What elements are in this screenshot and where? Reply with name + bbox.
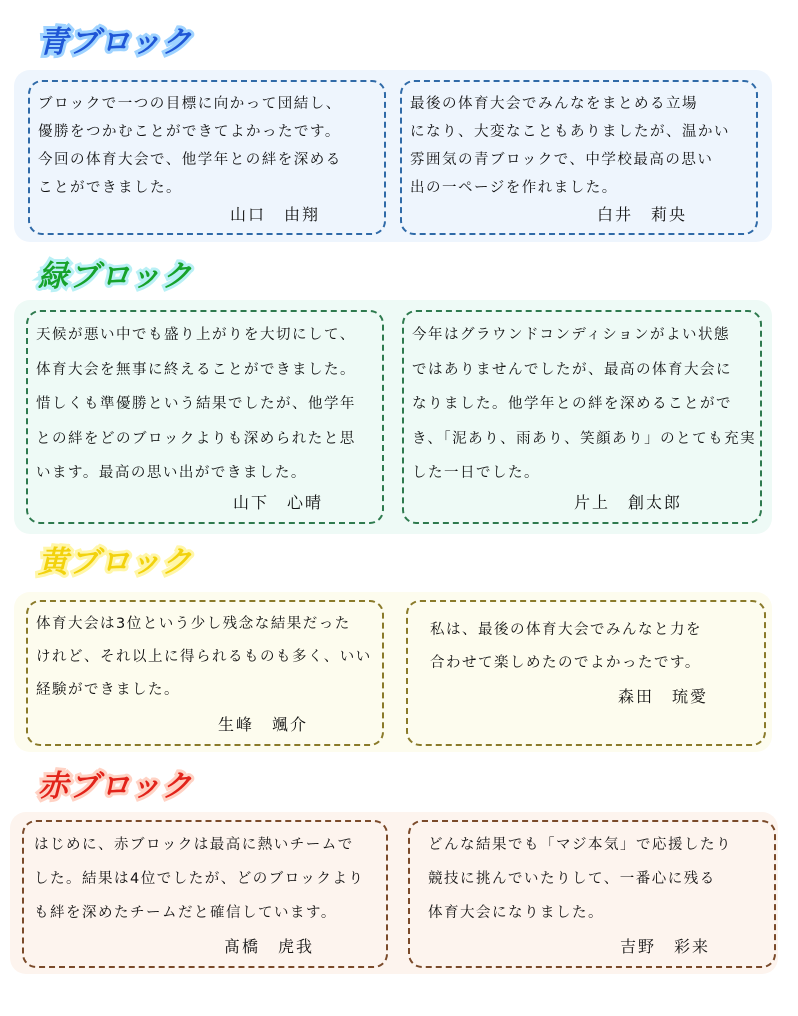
- red-block-heading: 赤ブロック: [38, 769, 193, 804]
- card-message: [38, 90, 378, 202]
- message-line: 今年はグラウンドコンディションがよい状態: [412, 327, 730, 343]
- card-message: [428, 828, 768, 930]
- message-line: ではありませんでしたが、最高の体育大会に: [412, 361, 732, 378]
- message-line: き、「泥あり、雨あり、笑顔あり」のとても充実: [412, 430, 757, 447]
- message-line: なりました。他学年との絆を深めることがで: [412, 396, 732, 412]
- message-line: 体育大会は3位という少し残念な結果だった: [36, 616, 351, 632]
- message-line: 惜しくも準優勝という結果でしたが、他学年: [36, 396, 356, 412]
- message-line: ことができました。: [38, 180, 182, 196]
- message-line: います。最高の思い出ができました。: [36, 465, 307, 481]
- blue-card-shirai: [400, 80, 758, 235]
- message-line: 今回の体育大会で、他学年との絆を深める: [38, 152, 342, 168]
- author-name: 白井 莉央: [597, 205, 688, 224]
- card-message: [412, 318, 757, 491]
- message-line: 体育大会になりました。: [428, 905, 604, 921]
- message-line: 競技に挑んでいたりして、一番心に残る: [428, 871, 716, 887]
- blue-block-heading: 青ブロック: [38, 25, 193, 60]
- message-line: 優勝をつかむことができてよかったです。: [38, 124, 341, 140]
- message-line: した。結果は4位でしたが、どのブロックより: [34, 871, 365, 887]
- message-line: も絆を深めたチームだと確信しています。: [34, 905, 337, 921]
- card-message: [36, 608, 376, 707]
- message-line: 最後の体育大会でみんなをまとめる立場: [410, 96, 698, 112]
- card-message: [430, 614, 758, 680]
- message-line: 天候が悪い中でも盛り上がりを大切にして、: [36, 327, 356, 343]
- green-card-katagami: [402, 310, 762, 524]
- message-line: との絆をどのブロックよりも深められたと思: [36, 430, 356, 447]
- green-block-heading: 緑ブロック: [38, 259, 193, 294]
- message-line: した一日でした。: [412, 465, 540, 481]
- author-name: 山下 心晴: [233, 493, 324, 512]
- author-name: 森田 琉愛: [618, 687, 709, 706]
- yellow-card-morita: [406, 600, 766, 746]
- author-name: 片上 創太郎: [574, 493, 683, 512]
- message-line: ブロックで一つの目標に向かって団結し、: [38, 96, 342, 112]
- message-line: 体育大会を無事に終えることができました。: [36, 361, 356, 378]
- message-line: けれど、それ以上に得られるものも多く、いい: [36, 649, 372, 665]
- message-line: になり、大変なこともありましたが、温かい: [410, 124, 730, 140]
- author-name: 生峰 颯介: [218, 715, 309, 734]
- author-name: 吉野 彩来: [620, 937, 711, 956]
- message-line: はじめに、赤ブロックは最高に熱いチームで: [34, 837, 354, 853]
- card-message: [410, 90, 750, 202]
- card-message: [34, 828, 380, 930]
- message-line: 出の一ページを作れました。: [410, 180, 618, 196]
- author-name: 髙橋 虎我: [224, 937, 315, 956]
- red-card-takahashi: [22, 820, 388, 968]
- card-message: [36, 318, 376, 491]
- green-card-yamashita: [26, 310, 384, 524]
- message-line: 雰囲気の青ブロックで、中学校最高の思い: [410, 152, 714, 168]
- yellow-card-ikimine: [26, 600, 384, 746]
- message-line: 経験ができました。: [36, 682, 180, 698]
- message-line: 合わせて楽しめたのでよかったです。: [430, 655, 701, 671]
- author-name: 山口 由翔: [230, 205, 321, 224]
- message-line: どんな結果でも「マジ本気」で応援したり: [428, 837, 732, 853]
- yellow-block-heading: 黄ブロック: [38, 545, 193, 580]
- blue-card-yamaguchi: [28, 80, 386, 235]
- red-card-yoshino: [408, 820, 776, 968]
- message-line: 私は、最後の体育大会でみんなと力を: [430, 622, 702, 638]
